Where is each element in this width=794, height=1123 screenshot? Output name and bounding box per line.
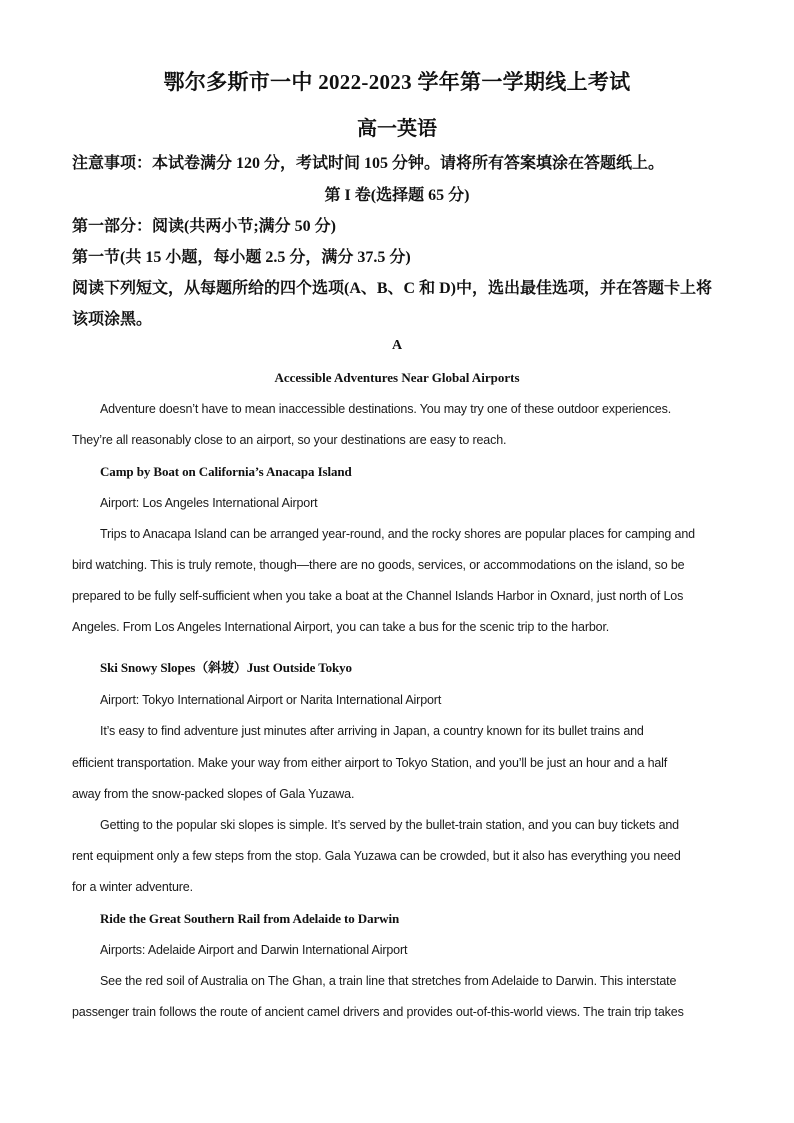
body-line: It’s easy to find adventure just minutes after arriving in Japan, a country known for its bullet trains and xyxy=(100,724,644,738)
body-line: Getting to the popular ski slopes is simple. It’s served by the bullet-train station, and you can buy tickets and xyxy=(100,818,679,832)
section-heading: 第一节(共 15 小题，每小题 2.5 分，满分 37.5 分) xyxy=(72,249,411,266)
volume-heading: 第 I 卷(选择题 65 分) xyxy=(324,187,470,204)
body-line: for a winter adventure. xyxy=(72,880,193,894)
body-line: efficient transportation. Make your way from either airport to Tokyo Station, and you’ll be just an hour and a half xyxy=(72,756,668,770)
body-line: Angeles. From Los Angeles International Airport, you can take a bus for the scenic trip to the harbor. xyxy=(72,620,610,634)
airport-line: Airports: Adelaide Airport and Darwin International Airport xyxy=(100,943,408,957)
section-title: Camp by Boat on California’s Anacapa Island xyxy=(100,464,352,479)
body-line: rent equipment only a few steps from the stop. Gala Yuzawa can be crowded, but it also has everything you need xyxy=(72,849,681,863)
intro-line: Adventure doesn’t have to mean inaccessible destinations. You may try one of these outdoor experiences. xyxy=(100,402,672,416)
intro-line: They’re all reasonably close to an airport, so your destinations are easy to reach. xyxy=(72,433,507,447)
airport-line: Airport: Los Angeles International Airport xyxy=(100,496,318,510)
body-line: See the red soil of Australia on The Ghan, a train line that stretches from Adelaide to Darwin. This interstate xyxy=(100,974,677,988)
body-line: passenger train follows the route of ancient camel drivers and provides out-of-this-world views. The train trip takes xyxy=(72,1005,684,1019)
instruction-line: 阅读下列短文，从每题所给的四个选项(A、B、C 和 D)中，选出最佳选项，并在答题卡上将 xyxy=(72,280,712,297)
passage-title: Accessible Adventures Near Global Airports xyxy=(274,370,520,385)
body-line: bird watching. This is truly remote, though—there are no goods, services, or accommodations on the island, so be xyxy=(72,558,685,572)
section-title: Ride the Great Southern Rail from Adelaide to Darwin xyxy=(100,911,400,926)
section-title: Ski Snowy Slopes（斜坡）Just Outside Tokyo xyxy=(100,660,352,675)
body-line: away from the snow-packed slopes of Gala Yuzawa. xyxy=(72,787,355,801)
subject-title: 高一英语 xyxy=(357,118,437,140)
instruction-line: 该项涂黑。 xyxy=(72,311,153,328)
passage-label: A xyxy=(391,338,403,353)
airport-line: Airport: Tokyo International Airport or Narita International Airport xyxy=(100,693,442,707)
part-heading: 第一部分：阅读(共两小节;满分 50 分) xyxy=(72,218,336,235)
exam-notice: 注意事项：本试卷满分 120 分，考试时间 105 分钟。请将所有答案填涂在答题纸上。 xyxy=(72,155,665,172)
body-line: Trips to Anacapa Island can be arranged year-round, and the rocky shores are popular places for camping and xyxy=(100,527,695,541)
body-line: prepared to be fully self-sufficient when you take a boat at the Channel Islands Harbor in Oxnard, just north of Los xyxy=(72,589,684,603)
exam-title: 鄂尔多斯市一中 2022-2023 学年第一学期线上考试 xyxy=(163,70,631,94)
